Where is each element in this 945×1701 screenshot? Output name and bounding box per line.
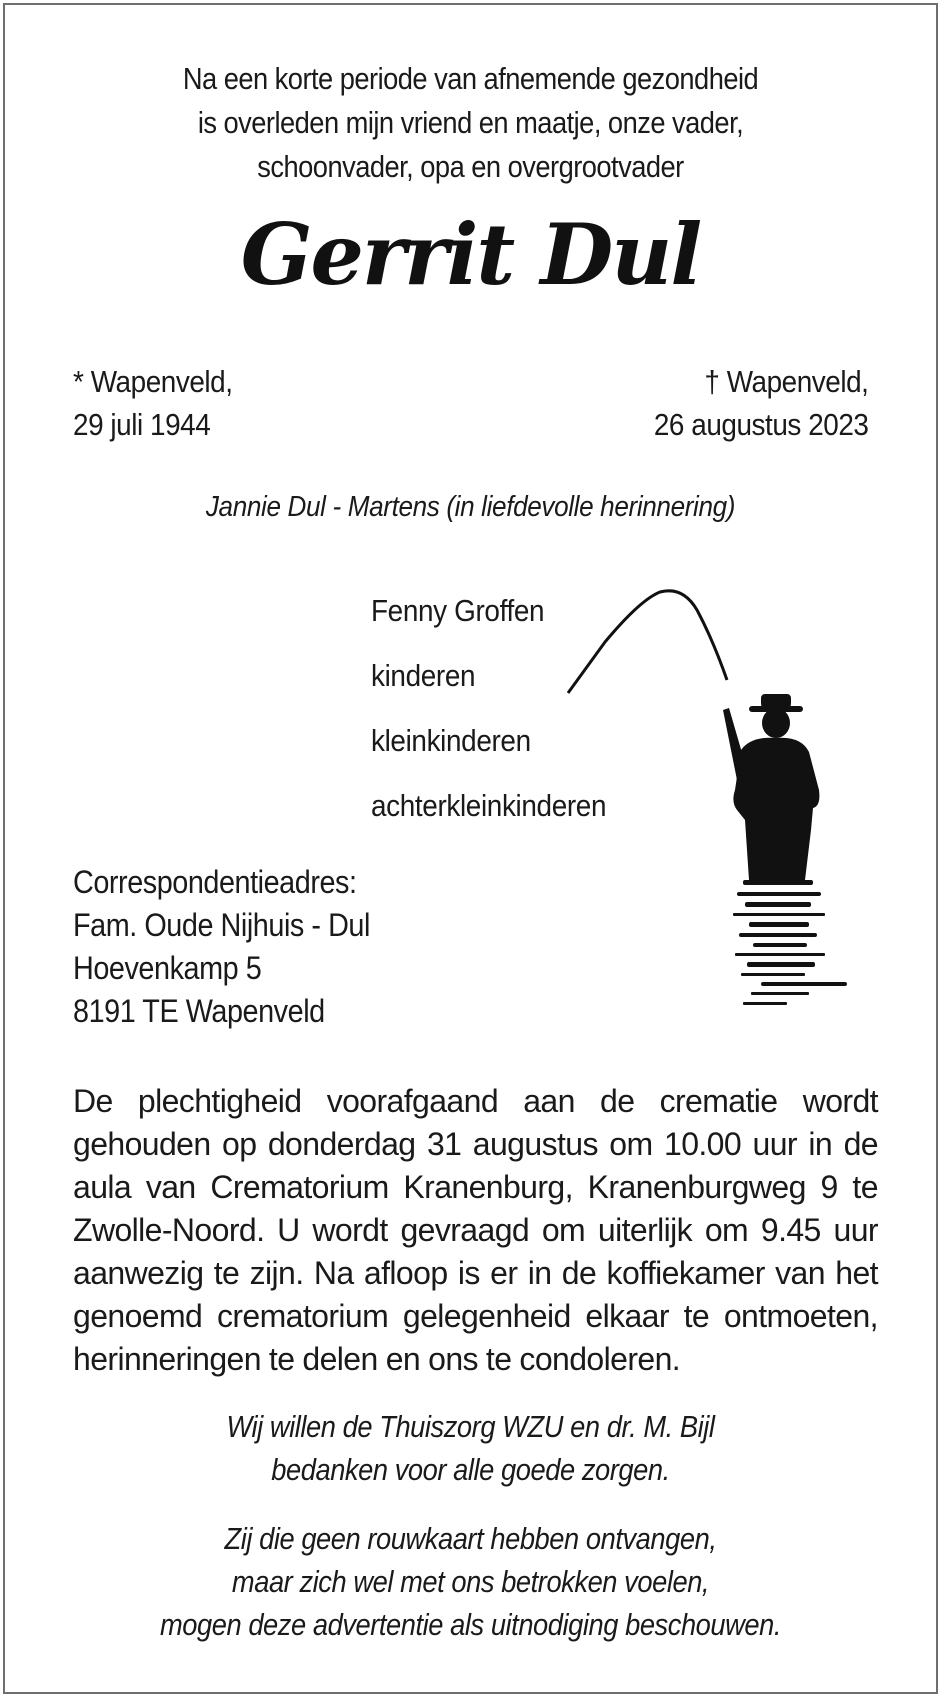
ceremony-line bbox=[73, 1295, 878, 1338]
ceremony-line bbox=[73, 1080, 878, 1123]
ceremony-word: crematie bbox=[659, 1083, 778, 1119]
ceremony-word: om bbox=[704, 1212, 749, 1248]
ceremony-word: uur bbox=[752, 1126, 797, 1162]
ceremony-word: te bbox=[268, 1341, 295, 1377]
ceremony-word: 10.00 bbox=[664, 1126, 742, 1162]
ceremony-word: aanwezig bbox=[73, 1255, 204, 1291]
ceremony-word: uiterlijk bbox=[597, 1212, 693, 1248]
ceremony-word: in bbox=[808, 1126, 833, 1162]
ceremony-word: om bbox=[541, 1212, 586, 1248]
death-info bbox=[653, 360, 868, 446]
intro-text bbox=[61, 57, 880, 189]
death-place: † Wapenveld, bbox=[703, 364, 868, 399]
ceremony-line bbox=[73, 1123, 878, 1166]
address-city: 8191 TE Wapenveld bbox=[73, 993, 325, 1029]
ceremony-word: is bbox=[457, 1255, 480, 1291]
intro-line: is overleden mijn vriend en maatje, onze vader, bbox=[197, 105, 744, 140]
ceremony-word: te bbox=[213, 1255, 240, 1291]
intro-line: schoonvader, opa en overgrootvader bbox=[257, 149, 684, 184]
ceremony-word: Zwolle-Noord. bbox=[73, 1212, 265, 1248]
ceremony-word: van bbox=[775, 1255, 825, 1291]
family-member: kinderen bbox=[371, 658, 476, 693]
ceremony-word: te bbox=[683, 1298, 710, 1334]
ceremony-word: te bbox=[852, 1169, 878, 1205]
birth-place: * Wapenveld, bbox=[73, 364, 233, 399]
ceremony-line bbox=[73, 1252, 878, 1295]
obituary-card bbox=[3, 3, 938, 1694]
ceremony-word: de bbox=[600, 1083, 635, 1119]
ceremony-word: donderdag bbox=[267, 1126, 416, 1162]
ceremony-word: op bbox=[222, 1126, 257, 1162]
ceremony-line bbox=[73, 1338, 878, 1381]
ceremony-word: uur bbox=[833, 1212, 878, 1248]
ceremony-word: Crematorium bbox=[210, 1169, 389, 1205]
ceremony-word: crematorium bbox=[216, 1298, 389, 1334]
ceremony-word: in bbox=[527, 1255, 552, 1291]
ceremony-word: augustus bbox=[472, 1126, 598, 1162]
family-member: Fenny Groffen bbox=[371, 593, 545, 628]
ceremony-line bbox=[73, 1166, 878, 1209]
thanks-line: Wij willen de Thuiszorg WZU en dr. M. Bijl bbox=[226, 1409, 715, 1444]
invite-line: mogen deze advertentie als uitnodiging beschouwen. bbox=[159, 1607, 782, 1642]
ceremony-word: condoleren. bbox=[519, 1341, 681, 1377]
ceremony-word: 31 bbox=[426, 1126, 462, 1162]
thanks-text bbox=[61, 1405, 880, 1491]
ceremony-word: herinneringen bbox=[73, 1341, 261, 1377]
ceremony-word: gevraagd bbox=[400, 1212, 530, 1248]
ceremony-word: Na bbox=[313, 1255, 354, 1291]
ceremony-word: U bbox=[277, 1212, 300, 1248]
address-name: Fam. Oude Nijhuis - Dul bbox=[73, 907, 370, 943]
ceremony-word: Kranenburgweg bbox=[587, 1169, 806, 1205]
ceremony-word: De bbox=[73, 1083, 113, 1119]
invite-line: Zij die geen rouwkaart hebben ontvangen, bbox=[224, 1521, 717, 1556]
memory-line: Jannie Dul - Martens (in liefdevolle herinnering) bbox=[205, 491, 736, 523]
invite-line: maar zich wel met ons betrokken voelen, bbox=[231, 1564, 710, 1599]
ceremony-word: wordt bbox=[802, 1083, 878, 1119]
correspondence-address bbox=[73, 861, 370, 1033]
ceremony-word: gehouden bbox=[73, 1126, 211, 1162]
thanks-line: bedanken voor alle goede zorgen. bbox=[271, 1452, 670, 1487]
ceremony-word: plechtigheid bbox=[137, 1083, 302, 1119]
ceremony-word: van bbox=[145, 1169, 196, 1205]
ceremony-word: de bbox=[561, 1255, 597, 1291]
ceremony-word: gelegenheid bbox=[402, 1298, 571, 1334]
ceremony-word: koffiekamer bbox=[606, 1255, 765, 1291]
birth-info bbox=[73, 360, 233, 446]
ceremony-word: ontmoeten, bbox=[723, 1298, 878, 1334]
ceremony-word: te bbox=[485, 1341, 512, 1377]
ceremony-word: afloop bbox=[363, 1255, 448, 1291]
deceased-name: Gerrit Dul bbox=[240, 205, 701, 304]
birth-date: 29 juli 1944 bbox=[73, 407, 211, 442]
ceremony-word: om bbox=[609, 1126, 653, 1162]
ceremony-line bbox=[73, 1209, 878, 1252]
ceremony-word: wordt bbox=[312, 1212, 388, 1248]
ceremony-word: aula bbox=[73, 1169, 132, 1205]
ceremony-word: 9.45 bbox=[760, 1212, 821, 1248]
ceremony-word: het bbox=[835, 1255, 878, 1291]
ceremony-word: delen bbox=[302, 1341, 378, 1377]
fisherman-silhouette-icon bbox=[565, 580, 885, 1020]
death-date: 26 augustus 2023 bbox=[653, 407, 868, 442]
ceremony-word: 9 bbox=[820, 1169, 838, 1205]
ceremony-word: aan bbox=[523, 1083, 575, 1119]
ceremony-text bbox=[73, 1080, 878, 1381]
ceremony-word: de bbox=[843, 1126, 878, 1162]
ceremony-word: genoemd bbox=[73, 1298, 203, 1334]
ceremony-word: elkaar bbox=[585, 1298, 669, 1334]
intro-line: Na een korte periode van afnemende gezondheid bbox=[182, 61, 759, 96]
invite-text bbox=[61, 1517, 880, 1646]
address-label: Correspondentieadres: bbox=[73, 864, 357, 900]
ceremony-word: en bbox=[385, 1341, 421, 1377]
ceremony-word: zijn. bbox=[249, 1255, 304, 1291]
ceremony-word: Kranenburg, bbox=[403, 1169, 573, 1205]
address-street: Hoevenkamp 5 bbox=[73, 950, 262, 986]
ceremony-word: er bbox=[490, 1255, 518, 1291]
ceremony-word: ons bbox=[428, 1341, 478, 1377]
ceremony-word: voorafgaand bbox=[326, 1083, 499, 1119]
family-member: achterkleinkinderen bbox=[371, 788, 607, 823]
family-member: kleinkinderen bbox=[371, 723, 531, 758]
